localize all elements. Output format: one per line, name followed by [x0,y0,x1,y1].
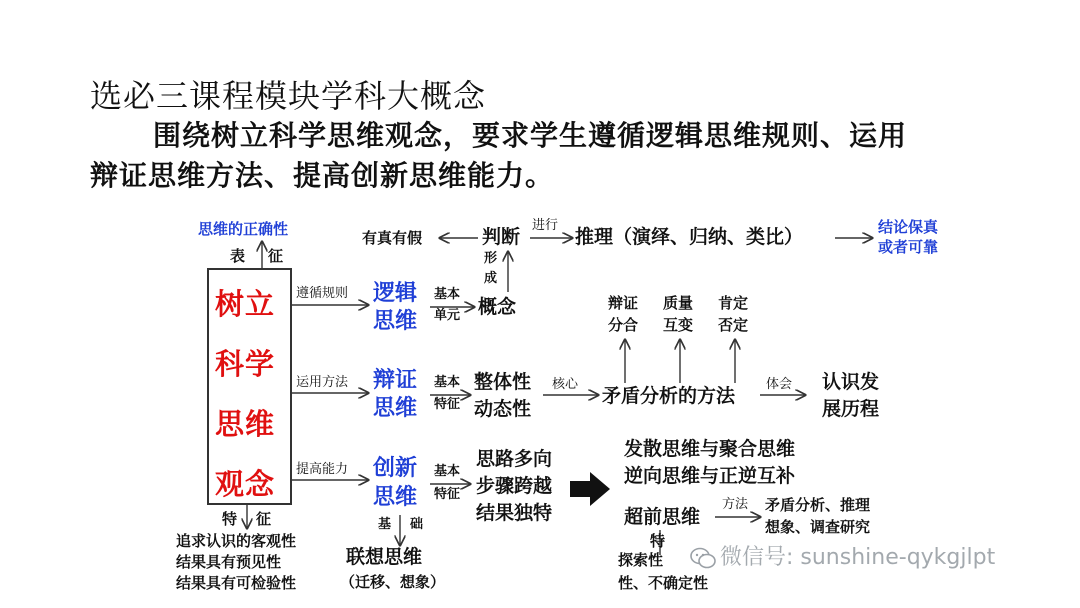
conclusion-line-2: 或者可靠 [878,238,939,256]
intro-line-1: 围绕树立科学思维观念，要求学生遵循逻辑思维规则、运用 [153,119,908,152]
explore: 探索性 [618,551,664,569]
innovation-line-1: 创新 [373,456,418,481]
intro-line-2: 辩证思维方法、提高创新思维能力。 [90,159,555,192]
feature-predictive: 结果具有预见性 [176,553,282,571]
inference: 推理（演绎、归纳、类比） [575,226,804,248]
basic-unit-2: 单元 [434,308,461,323]
method-small: 方法 [722,497,749,512]
pair3-line-2: 否定 [718,316,749,334]
core-line-2: 科学 [215,347,276,381]
wechat-icon [690,546,716,573]
advance: 超前思维 [624,506,701,528]
innov-basic: 基本 [434,464,461,479]
core-line-3: 思维 [215,407,276,441]
pair1-line-1: 辩证 [608,294,639,312]
basis-char-1: 基 [378,517,392,532]
explore-tail: 性、不确定性 [618,574,709,592]
feature-char-1: 特 [222,510,238,528]
dialectic-basic: 基本 [434,375,461,390]
divergent: 发散思维与聚合思维 [624,438,796,460]
logic-line-2: 思维 [373,309,418,334]
sign-char: 征 [268,247,284,265]
advance-method-1: 矛盾分析、推理 [765,496,871,514]
dynamic: 动态性 [474,398,532,420]
holistic: 整体性 [474,371,532,393]
rule-label: 遵循规则 [296,286,349,301]
pair2-line-2: 互变 [663,316,694,334]
true-false: 有真有假 [362,229,423,247]
innov-feature: 特征 [434,487,461,502]
experience-label: 体会 [766,377,793,392]
feature-char-2: 征 [256,510,272,528]
feature-verifiable: 结果具有可检验性 [176,574,297,592]
cognition-line-2: 展历程 [822,398,880,420]
logic-line-1: 逻辑 [373,281,418,306]
core-label: 核心 [552,377,579,392]
advance-feature-char: 特 [650,532,666,550]
core-line-1: 树立 [215,287,276,321]
innov-feature-2: 步骤跨越 [476,475,553,497]
advance-method-2: 想象、调查研究 [765,518,871,536]
watermark: 微信号: sunshine-qykgjlpt [720,545,996,570]
pair2-line-1: 质量 [663,294,694,312]
proceed-label: 进行 [532,218,559,233]
dialectic-line-1: 辩证 [373,368,418,393]
form-char-2: 成 [484,271,498,286]
innov-feature-1: 思路多向 [476,448,553,470]
associative-note: （迁移、想象） [340,573,446,591]
concept: 概念 [478,296,517,318]
form-char-1: 形 [484,251,498,266]
ability-label: 提高能力 [296,462,349,477]
judgment: 判断 [482,226,521,248]
express-char: 表 [230,247,246,265]
big-arrow [570,472,610,506]
pair1-line-2: 分合 [608,316,639,334]
innovation-line-2: 思维 [373,485,418,510]
pair3-line-1: 肯定 [718,294,749,312]
dialectic-line-2: 思维 [373,396,418,421]
conclusion-line-1: 结论保真 [878,218,939,236]
core-line-4: 观念 [215,467,276,501]
reverse: 逆向思维与正逆互补 [624,465,796,487]
correctness-label: 思维的正确性 [198,220,289,238]
innov-feature-3: 结果独特 [476,502,553,524]
contradiction-method: 矛盾分析的方法 [602,385,736,407]
cognition-line-1: 认识发 [822,371,880,393]
wechat-glyph [690,546,716,570]
basis-char-2: 础 [410,517,424,532]
feature-objective: 追求认识的客观性 [176,532,297,550]
slide-title: 选必三课程模块学科大概念 [90,77,487,115]
dialectic-feature: 特征 [434,397,461,412]
method-label: 运用方法 [296,375,349,390]
associative: 联想思维 [346,546,423,568]
basic-unit-1: 基本 [434,287,461,302]
